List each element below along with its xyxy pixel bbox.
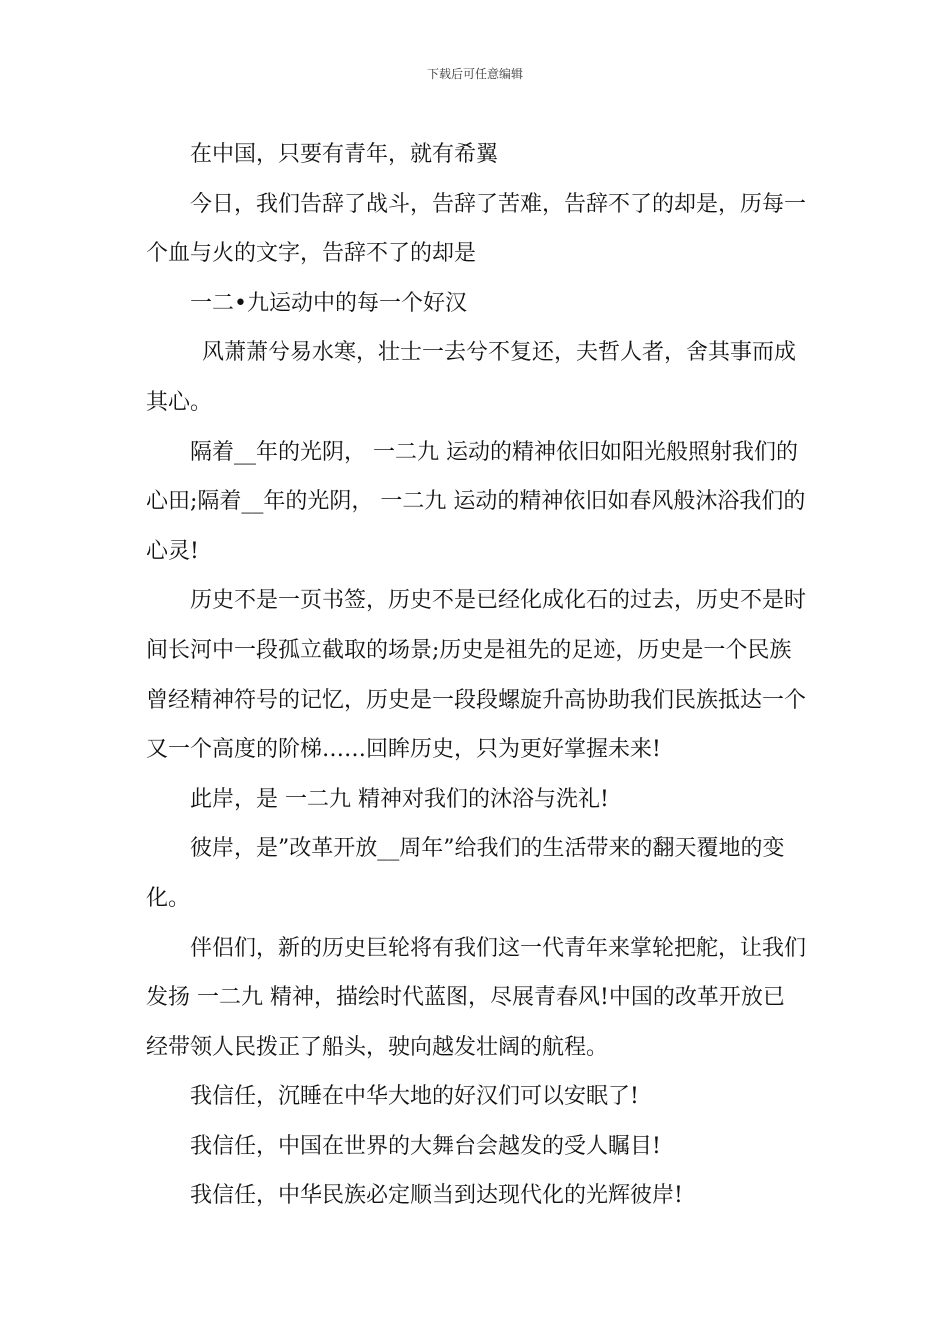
paragraph-5: 隔着__年的光阴， 一二九 运动的精神依旧如阳光般照射我们的心田;隔着__年的光阴， 一二九 运动的精神依旧如春风般沐浴我们的心灵! — [146, 439, 806, 564]
paragraph-7: 此岸，是 一二九 精神对我们的沐浴与洗礼! — [190, 786, 609, 812]
paragraph-8: 彼岸，是”改革开放__周年”给我们的生活带来的翻天覆地的变化。 — [146, 836, 785, 911]
paragraph-3: 一二•九运动中的每一个好汉 — [190, 290, 467, 316]
paragraph-11: 我信任，中国在世界的大舞台会越发的受人瞩目! — [190, 1133, 661, 1159]
paragraph-4: 风萧萧兮易水寒，壮士一去兮不复还，夫哲人者，舍其事而成其心。 — [146, 340, 797, 415]
page-header: 下载后可任意编辑 — [426, 67, 523, 81]
document-body — [146, 130, 806, 1221]
paragraph-2: 今日，我们告辞了战斗，告辞了苦难，告辞不了的却是，历每一个血与火的文字，告辞不了的却是 — [146, 191, 807, 267]
paragraph-9: 伴侣们，新的历史巨轮将有我们这一代青年来掌轮把舵，让我们发扬 一二九 精神，描绘时代蓝图，尽展青春风!中国的改革开放已经带领人民拨正了船头，驶向越发壮阔的航程。 — [146, 935, 807, 1060]
paragraph-10: 我信任，沉睡在中华大地的好汉们可以安眠了! — [190, 1084, 639, 1110]
paragraph-6: 历史不是一页书签，历史不是已经化成化石的过去，历史不是时间长河中一段孤立截取的场景;历史是祖先的足迹，历史是一个民族曾经精神符号的记忆，历史是一段段螺旋升高协助我们民族抵达一个又一个高度的阶梯……回眸历史，只为更好掌握未来! — [146, 588, 807, 763]
paragraph-12: 我信任，中华民族必定顺当到达现代化的光辉彼岸! — [190, 1183, 683, 1209]
paragraph-1: 在中国，只要有青年，就有希翼 — [190, 142, 499, 167]
